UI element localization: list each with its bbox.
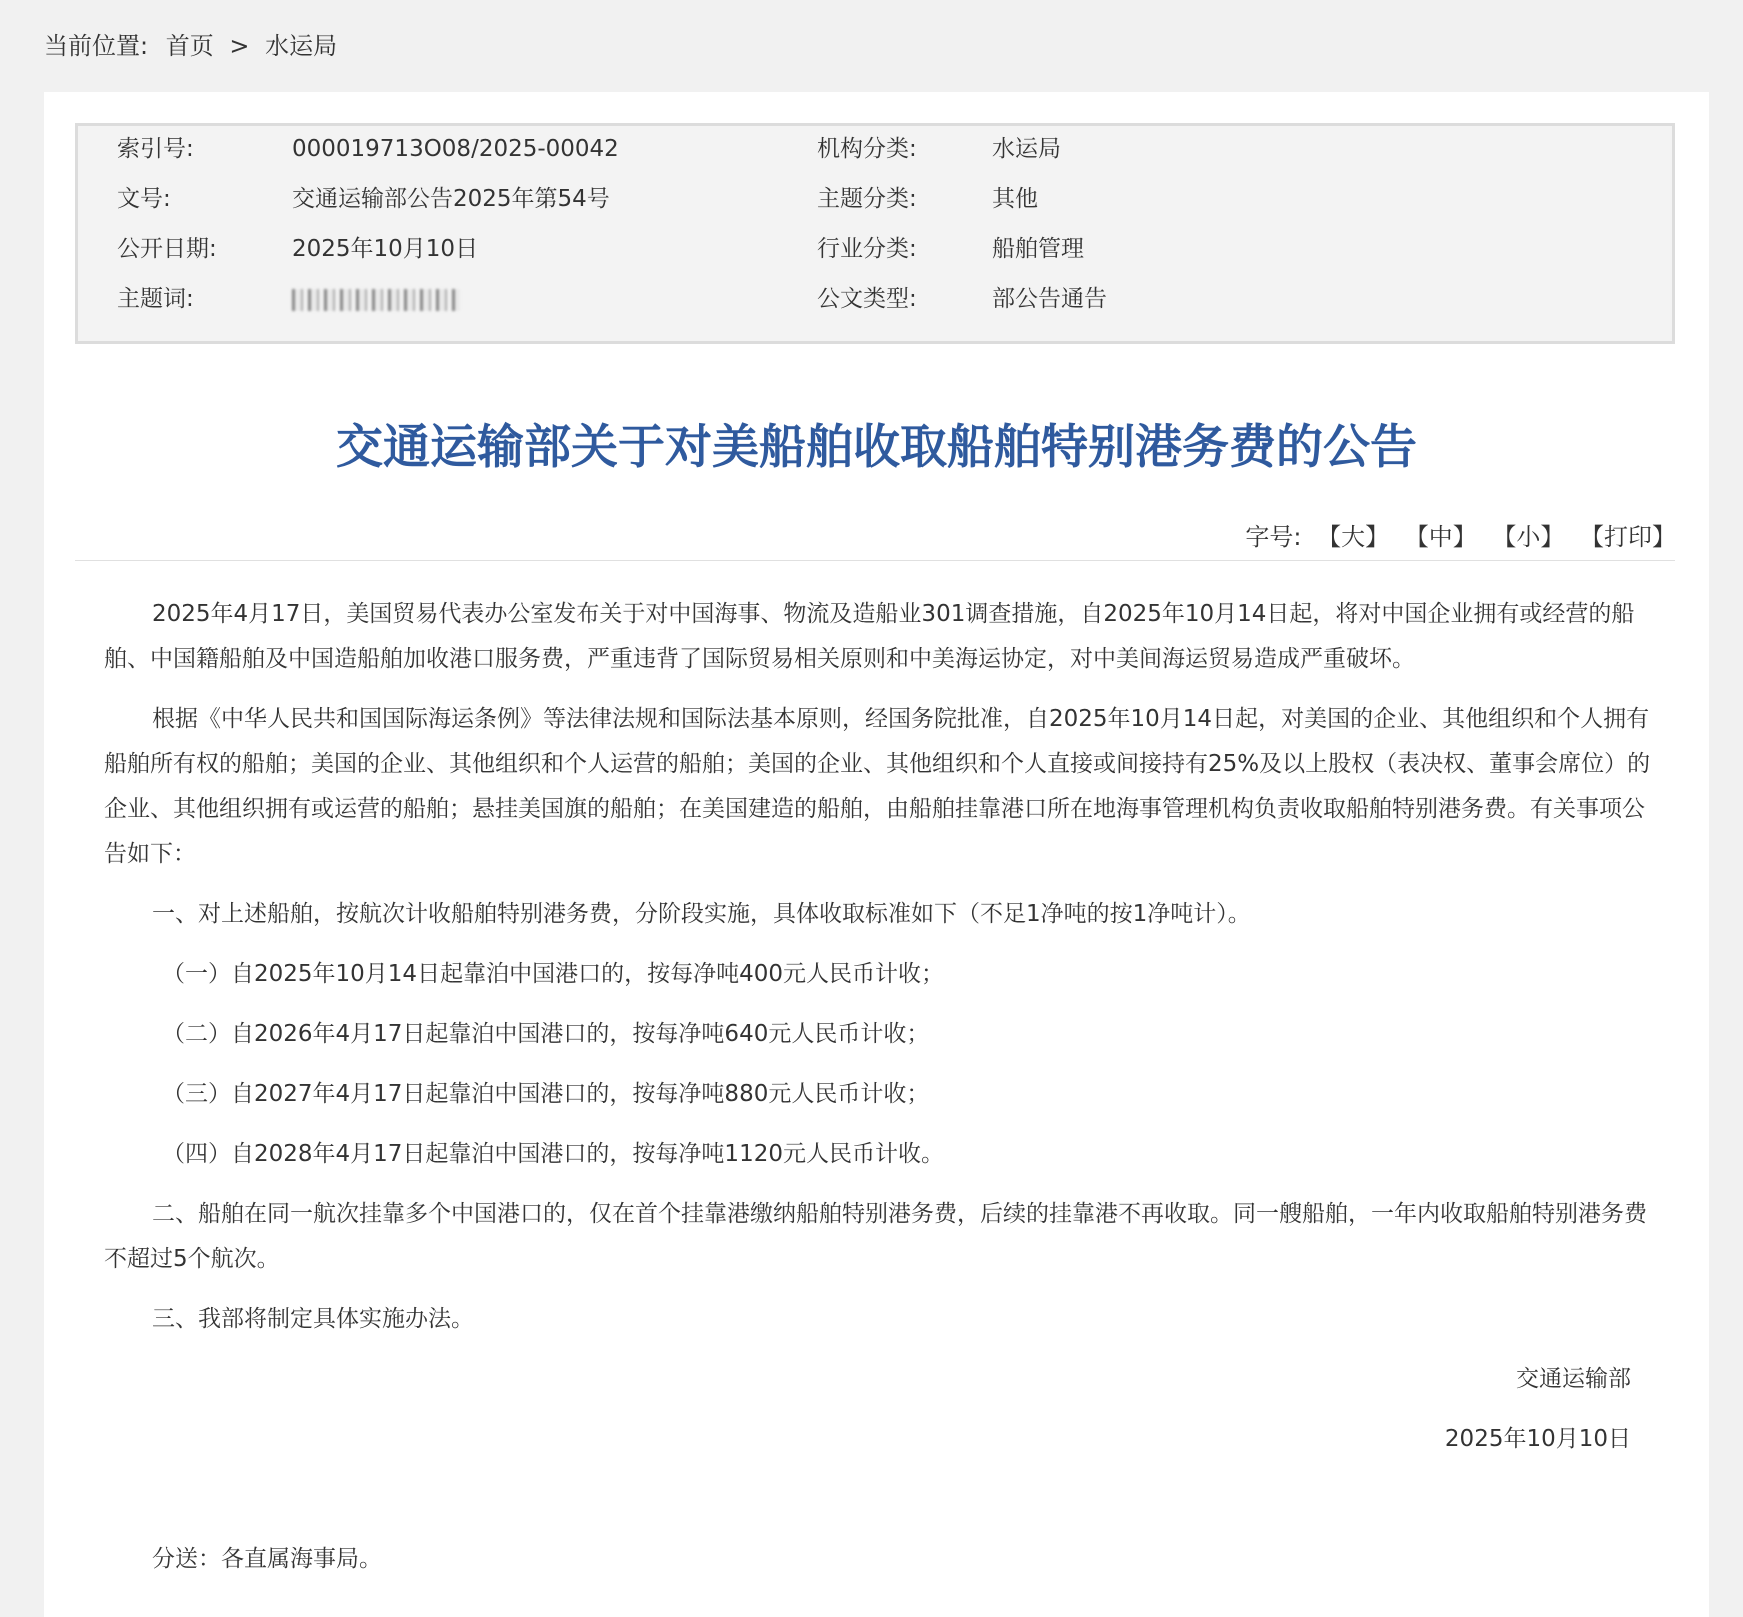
meta-topic-value: 其他	[992, 186, 1038, 212]
distribution: 分送：各直属海事局。	[152, 1546, 382, 1572]
title-divider	[75, 560, 1675, 561]
body-paragraph: 二、船舶在同一航次挂靠多个中国港口的，仅在首个挂靠港缴纳船舶特别港务费，后续的挂靠港不再收取。同一艘船舶，一年内收取船舶特别港务费不超过5个航次。	[104, 1201, 1647, 1272]
breadcrumb-label: 当前位置:	[44, 32, 149, 60]
font-small-button[interactable]: 【小】	[1492, 523, 1565, 551]
breadcrumb-home-link[interactable]: 首页	[165, 32, 214, 60]
meta-type-value: 部公告通告	[992, 286, 1107, 312]
blurred-keywords	[292, 289, 460, 311]
meta-industry-value: 船舶管理	[992, 236, 1084, 262]
article-title: 交通运输部关于对美船舶收取船舶特别港务费的公告	[336, 420, 1417, 475]
meta-keywords-label: 主题词:	[117, 286, 194, 312]
body-paragraph: 2025年4月17日，美国贸易代表办公室发布关于对中国海事、物流及造船业301调查措施，自2025年10月14日起，将对中国企业拥有或经营的船舶、中国籍船舶及中国造船舶加收港口服务费，严重违背了国际贸易相关原则和中美海运协定，对中美间海运贸易造成严重破坏。	[104, 601, 1635, 672]
fee-item: （四）自2028年4月17日起靠泊中国港口的，按每净吨1120元人民币计收。	[162, 1141, 944, 1167]
breadcrumb-water-bureau-link[interactable]: 水运局	[265, 32, 338, 60]
body-paragraph: 一、对上述船舶，按航次计收船舶特别港务费，分阶段实施，具体收取标准如下（不足1净吨的按1净吨计）。	[152, 901, 1251, 927]
meta-org-label: 机构分类:	[817, 136, 917, 162]
article-body	[104, 592, 1659, 1597]
meta-keywords-value	[292, 282, 460, 316]
fee-item: （一）自2025年10月14日起靠泊中国港口的，按每净吨400元人民币计收；	[162, 961, 944, 987]
font-size-tools	[1245, 519, 1676, 555]
meta-org-value: 水运局	[992, 136, 1061, 162]
meta-doc-no-label: 文号:	[117, 186, 171, 212]
signature: 交通运输部	[1516, 1366, 1631, 1392]
body-paragraph: 根据《中华人民共和国国际海运条例》等法律法规和国际法基本原则，经国务院批准，自2025年10月14日起，对美国的企业、其他组织和个人拥有船舶所有权的船舶；美国的企业、其他组织和个人运营的船舶；美国的企业、其他组织和个人直接或间接持有25%及以上股权（表决权、董事会席位）的企业、其他组织拥有或运营的船舶；悬挂美国旗的船舶；在美国建造的船舶，由船舶挂靠港口所在地海事管理机构负责收取船舶特别港务费。有关事项公告如下：	[104, 706, 1651, 867]
meta-date-label: 公开日期:	[117, 236, 217, 262]
article-panel	[44, 92, 1709, 1617]
font-size-label: 字号:	[1245, 523, 1302, 551]
document-meta-box	[75, 123, 1675, 344]
fee-item: （二）自2026年4月17日起靠泊中国港口的，按每净吨640元人民币计收；	[162, 1021, 930, 1047]
meta-index-value: 000019713O08/2025-00042	[292, 136, 619, 162]
meta-index-label: 索引号:	[117, 136, 194, 162]
sign-date: 2025年10月10日	[1444, 1426, 1631, 1452]
meta-type-label: 公文类型:	[817, 286, 917, 312]
meta-topic-label: 主题分类:	[817, 186, 917, 212]
font-medium-button[interactable]: 【中】	[1404, 523, 1477, 551]
meta-doc-no-value: 交通运输部公告2025年第54号	[292, 186, 610, 212]
meta-date-value: 2025年10月10日	[292, 236, 479, 262]
meta-industry-label: 行业分类:	[817, 236, 917, 262]
breadcrumb-separator: >	[229, 32, 250, 60]
body-paragraph: 三、我部将制定具体实施办法。	[152, 1306, 474, 1332]
font-large-button[interactable]: 【大】	[1317, 523, 1390, 551]
breadcrumb	[44, 28, 337, 64]
print-button[interactable]: 【打印】	[1580, 523, 1676, 551]
fee-item: （三）自2027年4月17日起靠泊中国港口的，按每净吨880元人民币计收；	[162, 1081, 930, 1107]
